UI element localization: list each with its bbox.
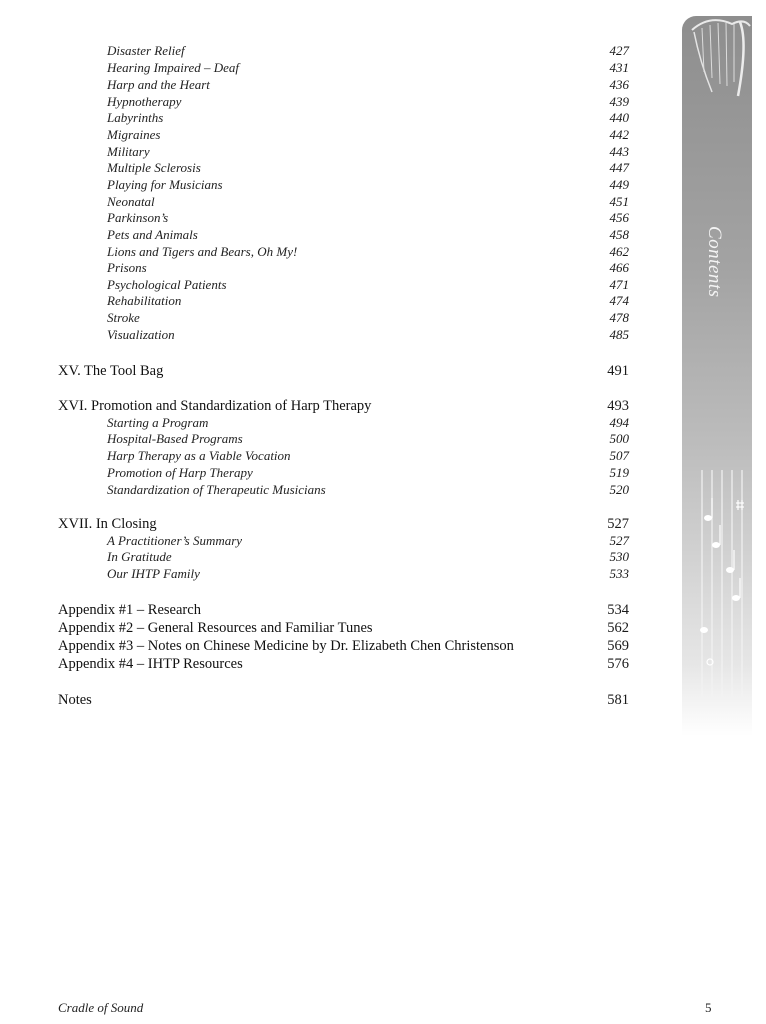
toc-subentry-title: Neonatal — [107, 194, 155, 209]
chapter-title: XVII. In Closing — [58, 516, 157, 532]
chapter-page: 527 — [607, 516, 629, 532]
toc-subentry-page: 451 — [609, 194, 629, 209]
toc-subentry-page: 431 — [609, 60, 629, 75]
toc-subentry-page: 530 — [609, 549, 629, 564]
toc-subentry-page: 449 — [609, 177, 629, 192]
toc-subentry-title: Disaster Relief — [107, 43, 185, 58]
toc-subentry-title: In Gratitude — [107, 549, 172, 564]
toc-subentry-title: Harp Therapy as a Viable Vocation — [107, 448, 291, 463]
toc-subentry-page: 485 — [609, 327, 629, 342]
music-staff-icon — [690, 470, 750, 710]
toc-subentry-title: A Practitioner’s Summary — [107, 533, 243, 548]
toc-subentry-title: Starting a Program — [107, 415, 209, 430]
toc-subentry-page: 533 — [609, 566, 629, 581]
toc-subentry-title: Visualization — [107, 327, 175, 342]
notes-title: Notes — [58, 692, 92, 708]
toc-subentry-page: 474 — [609, 293, 629, 308]
toc-subentry-page: 471 — [609, 277, 629, 292]
toc-subentry-page: 447 — [609, 160, 629, 175]
toc-subentry-page: 462 — [609, 244, 629, 259]
footer-page-number: 5 — [705, 1000, 712, 1015]
toc-subentry-title: Playing for Musicians — [107, 177, 223, 192]
toc-subentry-title: Labyrinths — [107, 110, 164, 125]
appendix-page: 576 — [607, 656, 629, 672]
toc-subentry-title: Military — [107, 144, 150, 159]
toc-subentry-page: 478 — [609, 310, 629, 325]
toc-subentry-page: 427 — [609, 43, 629, 58]
chapter-title: XV. The Tool Bag — [58, 363, 164, 379]
toc-subentry-page: 456 — [609, 210, 629, 225]
toc-subentry-title: Prisons — [107, 260, 147, 275]
appendix-title: Appendix #4 – IHTP Resources — [58, 656, 243, 672]
toc-subentry-title: Rehabilitation — [107, 293, 182, 308]
toc-subentry-page: 494 — [609, 415, 629, 430]
toc-subentry-page: 458 — [609, 227, 629, 242]
toc-subentry-title: Psychological Patients — [107, 277, 227, 292]
toc-subentry-title: Our IHTP Family — [107, 566, 200, 581]
toc-subentry-page: 520 — [609, 482, 629, 497]
toc-subentry-page: 466 — [609, 260, 629, 275]
toc-subentry-page: 440 — [609, 110, 629, 125]
notes-page: 581 — [607, 692, 629, 708]
chapter-page: 491 — [607, 363, 629, 379]
appendix-title: Appendix #1 – Research — [58, 602, 201, 618]
toc-subentry-page: 519 — [609, 465, 629, 480]
appendix-title: Appendix #2 – General Resources and Familiar Tunes — [58, 620, 373, 636]
toc-subentry-page: 436 — [609, 77, 629, 92]
harp-ornament-icon — [682, 12, 752, 102]
toc-subentry-page: 527 — [609, 533, 629, 548]
toc-subentry-title: Pets and Animals — [107, 227, 198, 242]
toc-subentry-title: Harp and the Heart — [107, 77, 210, 92]
toc-subentry-title: Multiple Sclerosis — [107, 160, 201, 175]
appendix-title: Appendix #3 – Notes on Chinese Medicine by Dr. Elizabeth Chen Christenson — [58, 638, 514, 654]
chapter-title: XVI. Promotion and Standardization of Harp Therapy — [58, 398, 372, 414]
side-label: Contents — [704, 226, 725, 298]
toc-subentry-title: Standardization of Therapeutic Musicians — [107, 482, 326, 497]
toc-subentry-title: Migraines — [107, 127, 161, 142]
toc-subentry-title: Stroke — [107, 310, 140, 325]
toc-subentry-title: Hospital-Based Programs — [107, 431, 243, 446]
toc-subentry-title: Hypnotherapy — [107, 94, 182, 109]
appendix-page: 562 — [607, 620, 629, 636]
chapter-page: 493 — [607, 398, 629, 414]
appendix-page: 534 — [607, 602, 629, 618]
toc-subentry-title: Parkinson’s — [107, 210, 169, 225]
toc-subentry-page: 500 — [609, 431, 629, 446]
toc-subentry-title: Promotion of Harp Therapy — [107, 465, 253, 480]
toc-subentry-page: 443 — [609, 144, 629, 159]
toc-subentry-page: 442 — [609, 127, 629, 142]
toc-subentry-title: Lions and Tigers and Bears, Oh My! — [107, 244, 298, 259]
toc-subentry-page: 439 — [609, 94, 629, 109]
toc-subentry-page: 507 — [609, 448, 629, 463]
toc-subentry-title: Hearing Impaired – Deaf — [107, 60, 240, 75]
footer-book-title: Cradle of Sound — [58, 1000, 144, 1015]
appendix-page: 569 — [607, 638, 629, 654]
